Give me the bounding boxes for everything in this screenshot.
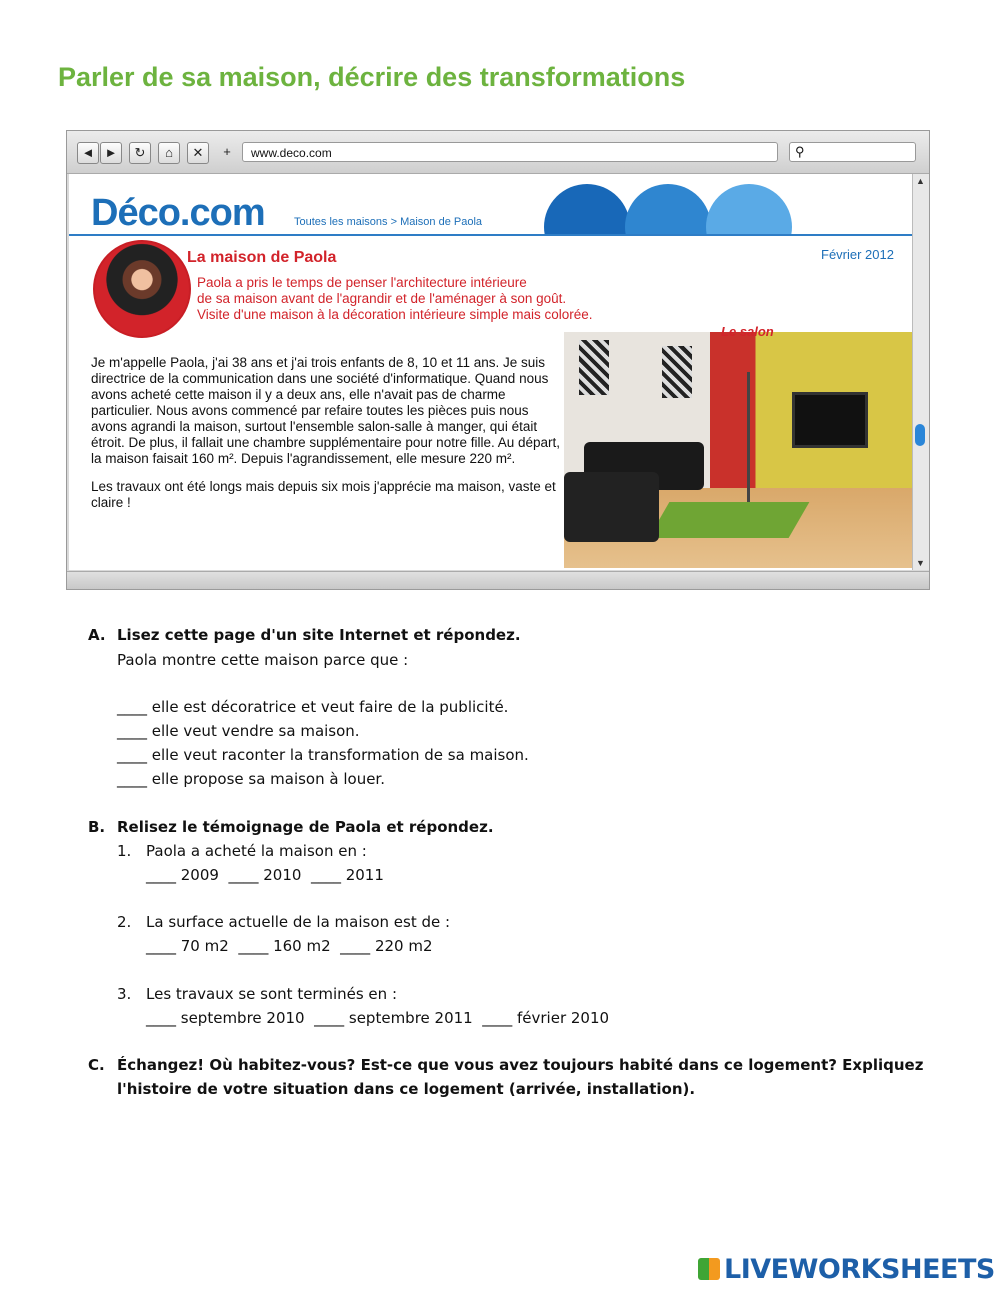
paragraph: Je m'appelle Paola, j'ai 38 ans et j'ai trois enfants de 8, 10 et 11 ans. Je suis directrice de la communication dans une société d'informatique. Quand nous avons acheté cette maison il y a deux ans, elle n'avait pas de charme particulier. Nous avons commencé par refaire toutes les pièces puis nous avons agrandi la maison, surtout l'ensemble salon-salle à manger, qui était étroit. De plus, il fallait une chambre supplémentaire pour notre fille. Au départ, la maison faisait 160 m². Depuis l'agrandissement, elle mesure 220 m². xyxy=(91,355,561,466)
section-c-text: Échangez! Où habitez-vous? Est-ce que vous avez toujours habité dans ce logement? Expliquez xyxy=(117,1056,924,1074)
question-text: La surface actuelle de la maison est de : xyxy=(146,913,451,931)
scroll-down-icon[interactable]: ▼ xyxy=(916,558,925,568)
photo-caption: Le salon xyxy=(721,324,774,339)
liveworksheets-logo[interactable]: LIVEWORKSHEETS xyxy=(698,1254,995,1285)
question-number: 1. xyxy=(117,842,132,860)
new-tab-button[interactable]: + xyxy=(223,144,231,159)
living-room-photo xyxy=(564,332,912,568)
header-divider xyxy=(69,234,912,236)
answer-option[interactable]: ____ elle propose sa maison à louer. xyxy=(117,770,385,788)
site-logo[interactable]: Déco.com xyxy=(91,192,265,234)
section-a-instruction: Lisez cette page d'un site Internet et répondez. xyxy=(117,626,521,644)
scroll-up-icon[interactable]: ▲ xyxy=(916,176,925,186)
question-options[interactable]: ____ 70 m2 ____ 160 m2 ____ 220 m2 xyxy=(146,937,433,955)
question-number: 3. xyxy=(117,985,132,1003)
back-button[interactable]: ◄ xyxy=(77,142,99,164)
question-text: Paola a acheté la maison en : xyxy=(146,842,367,860)
author-photo xyxy=(93,240,191,338)
paragraph: Les travaux ont été longs mais depuis six mois j'apprécie ma maison, vaste et claire ! xyxy=(91,479,556,510)
section-a-letter: A. xyxy=(88,626,106,644)
article-date: Février 2012 xyxy=(821,247,894,262)
horizontal-scrollbar[interactable] xyxy=(67,571,929,589)
search-icon: ⚲ xyxy=(795,144,805,159)
browser-window xyxy=(66,130,930,590)
web-page xyxy=(69,174,912,570)
liveworksheets-icon xyxy=(698,1258,720,1280)
search-input[interactable] xyxy=(789,142,916,162)
breadcrumb[interactable]: Toutes les maisons > Maison de Paola xyxy=(294,216,483,228)
section-b-letter: B. xyxy=(88,818,106,836)
browser-toolbar xyxy=(67,131,929,174)
home-button[interactable]: ⌂ xyxy=(158,142,180,164)
question-text: Les travaux se sont terminés en : xyxy=(146,985,397,1003)
reload-button[interactable]: ↻ xyxy=(129,142,151,164)
answer-option[interactable]: ____ elle veut vendre sa maison. xyxy=(117,722,360,740)
vertical-scrollbar[interactable] xyxy=(912,174,929,570)
section-b-instruction: Relisez le témoignage de Paola et répondez. xyxy=(117,818,494,836)
stop-button[interactable]: ✕ xyxy=(187,142,209,164)
article-body xyxy=(91,355,561,523)
section-c-letter: C. xyxy=(88,1056,105,1074)
scroll-thumb[interactable] xyxy=(915,424,925,446)
question-number: 2. xyxy=(117,913,132,931)
page-title: Parler de sa maison, décrire des transformations xyxy=(58,62,686,92)
answer-option[interactable]: ____ elle veut raconter la transformation de sa maison. xyxy=(117,746,529,764)
question-options[interactable]: ____ 2009 ____ 2010 ____ 2011 xyxy=(146,866,384,884)
article-title: La maison de Paola xyxy=(187,249,337,266)
answer-option[interactable]: ____ elle est décoratrice et veut faire de la publicité. xyxy=(117,698,509,716)
question-options[interactable]: ____ septembre 2010 ____ septembre 2011 ____ février 2010 xyxy=(146,1009,610,1027)
address-bar[interactable]: www.deco.com xyxy=(242,142,778,162)
article-intro: Paola a pris le temps de penser l'architecture intérieure de sa maison avant de l'agrandir et de l'aménager à son goût. Visite d'une maison à la décoration intérieure simple mais colorée. xyxy=(197,275,593,322)
section-c-text: l'histoire de votre situation dans ce logement (arrivée, installation). xyxy=(117,1080,696,1098)
section-a-prompt: Paola montre cette maison parce que : xyxy=(117,651,409,669)
forward-button[interactable]: ► xyxy=(100,142,122,164)
